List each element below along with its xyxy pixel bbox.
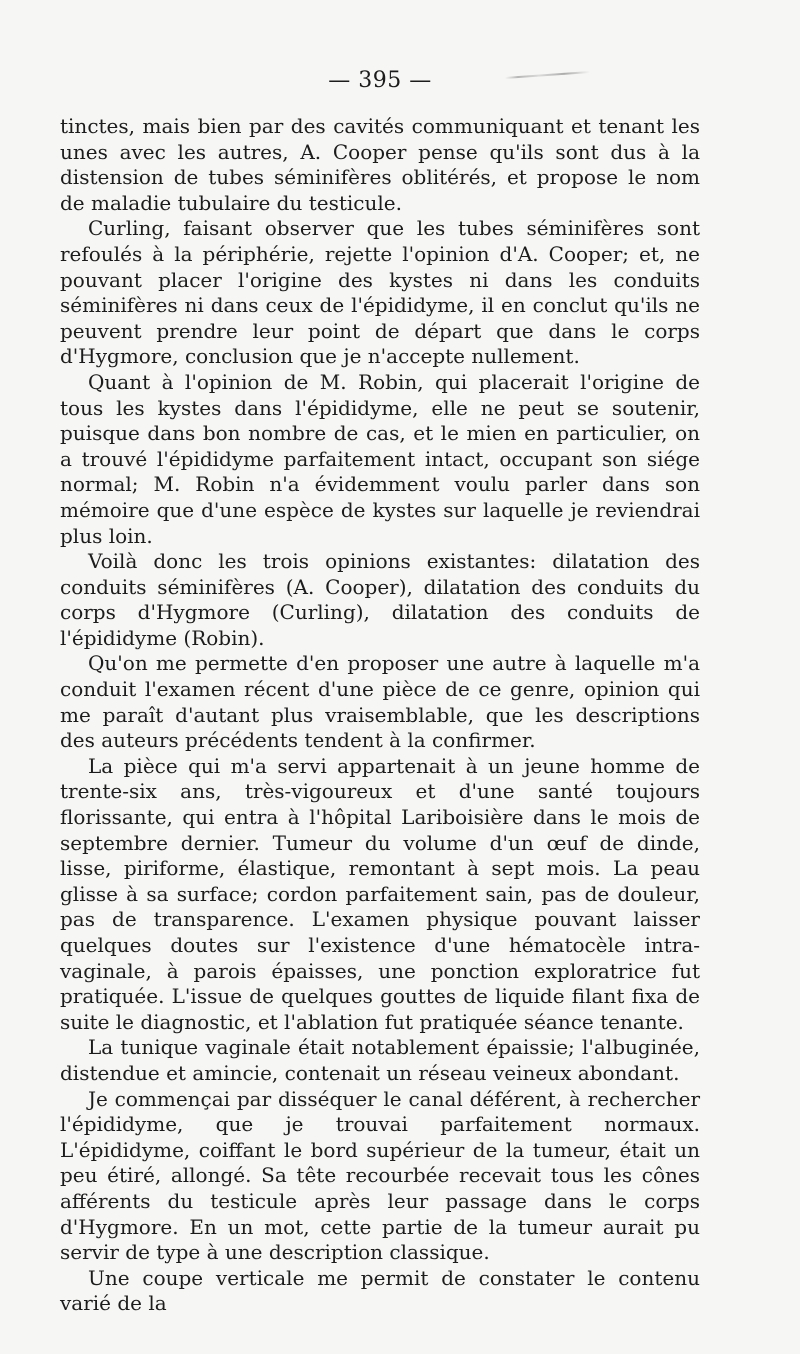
paragraph-6: La pièce qui m'a servi appartenait à un jeune homme de trente-six ans, très-vigoureux et d'une santé toujours florissante, qui entra à l'hôpital Lariboisière dans le mois de septembre dernier. Tumeur du volume d'un œuf de dinde, lisse, piriforme, élastique, remontant à sept mois. La peau glisse à sa surface; cordon parfaitement sain, pas de douleur, pas de transparence. L'examen physique pouvant laisser quelques doutes sur l'existence d'une hématocèle intra-vaginale, à parois épaisses, une ponction exploratrice fut pratiquée. L'issue de quelques gouttes de liquide filant fixa de suite le diagnostic, et l'ablation fut pratiquée séance tenante. bbox=[60, 753, 700, 1034]
paragraph-4: Voilà donc les trois opinions existantes: dilatation des conduits séminifères (A. Cooper), dilatation des conduits du corps d'Hygmore (Curling), dilatation des conduits de l'épididyme (Robin). bbox=[60, 549, 700, 650]
paragraph-5: Qu'on me permette d'en proposer une autre à laquelle m'a conduit l'examen récent d'une pièce de ce genre, opinion qui me paraît d'autant plus vraisemblable, que les descriptions des auteurs précédents tendent à la confirmer. bbox=[60, 651, 700, 753]
paragraph-8: Je commençai par disséquer le canal déférent, à rechercher l'épididyme, que je trouvai parfaitement normaux. L'épididyme, coiffant le bord supérieur de la tumeur, était un peu étiré, allongé. Sa tête recourbée recevait tous les cônes afférents du testicule après leur passage dans le corps d'Hygmore. En un mot, cette partie de la tumeur aurait pu servir de type à une description classique. bbox=[60, 1086, 700, 1265]
page-number: — 395 — bbox=[328, 68, 432, 93]
body-text bbox=[60, 114, 700, 1317]
paragraph-7: La tunique vaginale était notablement épaissie; l'albuginée, distendue et amincie, contenait un réseau veineux abondant. bbox=[60, 1035, 700, 1085]
document-page bbox=[60, 60, 700, 1316]
paragraph-9: Une coupe verticale me permit de constater le contenu varié de la bbox=[60, 1265, 700, 1316]
paragraph-1: tinctes, mais bien par des cavités communiquant et tenant les unes avec les autres, A. Cooper pense qu'ils sont dus à la distension de tubes séminifères oblitérés, et propose le nom de maladie tubulaire du testicule. bbox=[60, 114, 700, 215]
paragraph-2: Curling, faisant observer que les tubes séminifères sont refoulés à la périphérie, rejette l'opinion d'A. Cooper; et, ne pouvant placer l'origine des kystes ni dans les conduits séminifères ni dans ceux de l'épididyme, il en conclut qu'ils ne peuvent prendre leur point de départ que dans le corps d'Hygmore, conclusion que je n'accepte nullement. bbox=[60, 216, 700, 369]
paragraph-3: Quant à l'opinion de M. Robin, qui placerait l'origine de tous les kystes dans l'épididyme, elle ne peut se soutenir, puisque dans bon nombre de cas, et le mien en particulier, on a trouvé l'épididyme parfaitement intact, occupant son siége normal; M. Robin n'a évidemment voulu parler dans son mémoire que d'une espèce de kystes sur laquelle je reviendrai plus loin. bbox=[60, 369, 700, 548]
